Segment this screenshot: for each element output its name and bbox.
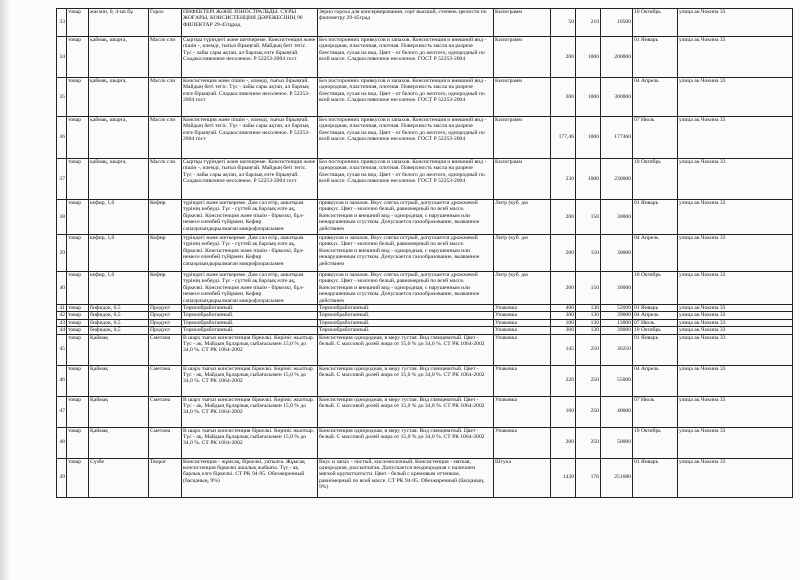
item-grade-cell: Горох [149, 9, 182, 37]
item-name-cell: қаймақ, шырға, [89, 159, 149, 200]
quantity-cell: 100 [551, 319, 576, 326]
item-type-cell: товар [67, 159, 89, 200]
unit-cell: Литр (куб. дм [494, 235, 551, 272]
item-grade-cell: Продукт [149, 305, 182, 312]
item-grade-cell: Продукт [149, 319, 182, 326]
item-grade-cell: Кефир [149, 235, 182, 272]
unit-cell: Упаковка [494, 319, 551, 326]
delivery-place-cell: улица ак.Чокина 33 [678, 159, 793, 200]
delivery-date-cell: 07 Июль [633, 117, 678, 159]
item-type-cell: товар [67, 319, 89, 326]
total-sum-cell: 10500 [601, 9, 633, 37]
delivery-date-cell: 10 Октябрь [633, 159, 678, 200]
item-name-cell: бифидок, 0,5 [89, 312, 149, 319]
unit-price-cell: 176 [576, 458, 601, 497]
table-row [57, 200, 793, 235]
unit-price-cell: 1000 [576, 37, 601, 78]
unit-cell: Литр (куб. дм [494, 200, 551, 235]
unit-cell: Упаковка [494, 365, 551, 396]
item-name-cell: жасмін, 0, 4-ші бұ [89, 9, 149, 37]
unit-price-cell: 1000 [576, 159, 601, 200]
item-name-cell: кефир, 1,0 [89, 200, 149, 235]
delivery-place-cell: улица ак.Чокина 33 [678, 319, 793, 326]
row-number-cell: 45 [57, 334, 67, 365]
unit-price-cell: 130 [576, 305, 601, 312]
delivery-date-cell: 07 Июль [633, 319, 678, 326]
delivery-place-cell: улица ак.Чокина 33 [678, 427, 793, 458]
row-number-cell: 47 [57, 396, 67, 427]
scan-edge-shadow [0, 0, 10, 580]
item-grade-cell: Сметана [149, 365, 182, 396]
delivery-place-cell: улица ак.Чокина 33 [678, 334, 793, 365]
item-type-cell: товар [67, 312, 89, 319]
quantity-cell: 1430 [551, 458, 576, 497]
row-number-cell: 35 [57, 78, 67, 117]
item-type-cell: товар [67, 272, 89, 305]
item-grade-cell: Сметана [149, 396, 182, 427]
quantity-cell: 230 [551, 159, 576, 200]
description-kz-cell: Консистенция - жұмсақ, біркелкі, уатылға. Жұмсақ консистенция біркелкі ашалық жабығы. Түс - ақ барлық елге біркелкі. СТ РК 94-95. Обезжиренный (басқаның, 9%) [182, 458, 318, 497]
table-row [57, 159, 793, 200]
item-type-cell: товар [67, 365, 89, 396]
item-grade-cell: Кефир [149, 272, 182, 305]
unit-price-cell: 130 [576, 319, 601, 326]
delivery-date-cell: 10 Октябрь [633, 427, 678, 458]
delivery-date-cell: 04 Апрель [633, 78, 678, 117]
quantity-cell: 160 [551, 396, 576, 427]
item-grade-cell: Продукт [149, 312, 182, 319]
description-ru-cell: Консистенция однородная, в меру густая. Вид глянцевитый. Цвет - белый. С массовой долей жира от 15,0 % до 34,0 %. СТ РК 1064-2002 [318, 427, 494, 458]
item-type-cell: товар [67, 9, 89, 37]
table-row [57, 365, 793, 396]
table-row [57, 319, 793, 326]
description-ru-cell: Без посторонних привкусов и запахов. Консистенция и внешний вид - однородная, пластичная, плотная. Поверхность масла на разрезе блестящая, сухая на вид. Цвет - от белого до желтого, однородный по всей массе. Сладкосливочное несоленое. ГОСТ Р 52253-2004 [318, 78, 494, 117]
table-row [57, 396, 793, 427]
delivery-date-cell: 10 Октябрь [633, 272, 678, 305]
table-row [57, 334, 793, 365]
unit-cell: Килограмм [494, 78, 551, 117]
unit-cell: Килограмм [494, 117, 551, 159]
item-name-cell: Қаймақ [89, 334, 149, 365]
unit-price-cell: 250 [576, 334, 601, 365]
row-number-cell: 44 [57, 327, 67, 334]
delivery-date-cell: 04 Апрель [633, 312, 678, 319]
total-sum-cell: 30000 [601, 200, 633, 235]
item-name-cell: Сүзбе [89, 458, 149, 497]
description-kz-cell: Сыртқы түріндегі және шеткереме. Консистенция және пішін -, илемді, тығыз бірыңғай. Майдың беті тегіс. Түс - лайы сары ақтан, ал барлық елге бірыңғай. Сладкосливочное несоленое. Р 52253-2004 гост [182, 159, 318, 200]
delivery-date-cell: 01 Январь [633, 458, 678, 497]
delivery-date-cell: 10 Октябрь [633, 327, 678, 334]
delivery-date-cell: 07 Июль [633, 396, 678, 427]
row-number-cell: 36 [57, 117, 67, 159]
item-grade-cell: Масло сли [149, 37, 182, 78]
description-ru-cell: Консистенция однородная, в меру густая. Вид глянцевитый. Цвет - белый. С массовой долей жира от 15,0 % до 34,0 %. СТ РК 1064-2002 [318, 365, 494, 396]
unit-price-cell: 1000 [576, 117, 601, 159]
quantity-cell: 400 [551, 305, 576, 312]
delivery-place-cell: улица ак.Чокина 33 [678, 37, 793, 78]
unit-price-cell: 150 [576, 272, 601, 305]
row-number-cell: 42 [57, 312, 67, 319]
total-sum-cell: 39000 [601, 312, 633, 319]
unit-price-cell: 150 [576, 200, 601, 235]
table-row [57, 327, 793, 334]
description-kz-cell: Сыртқы түріндегі және шеткереме. Консистенция және пішін -, илемді, тығыз бірыңғай. Майдың беті тегіс. Түс - лайы сары ақтан, ал барлық елге бірыңғай. Сладкосливочное несоленое. Р 52253-2004 гост [182, 37, 318, 78]
unit-price-cell: 250 [576, 427, 601, 458]
row-number-cell: 41 [57, 305, 67, 312]
unit-price-cell: 210 [576, 9, 601, 37]
row-number-cell: 46 [57, 365, 67, 396]
item-name-cell: бифидок, 0,5 [89, 327, 149, 334]
item-type-cell: товар [67, 427, 89, 458]
total-sum-cell: 39000 [601, 327, 633, 334]
quantity-cell: 300 [551, 312, 576, 319]
table-body [57, 9, 793, 498]
delivery-place-cell: улица ак.Чокина 33 [678, 312, 793, 319]
item-name-cell: бифидок, 0,5 [89, 319, 149, 326]
unit-price-cell: 130 [576, 312, 601, 319]
item-name-cell: Қаймақ [89, 396, 149, 427]
unit-cell: Упаковка [494, 334, 551, 365]
description-ru-cell: Без посторонних привкусов и запахов. Консистенция и внешний вид - однородная, пластичная, плотная. Поверхность масла на разрезе блестящая, сухая на вид. Цвет - от белого до желтого, однородный по всей массе. Сладкосливочное несоленое. ГОСТ Р 52253-2004 [318, 159, 494, 200]
unit-price-cell: 250 [576, 365, 601, 396]
item-name-cell: кефир, 1,0 [89, 235, 149, 272]
total-sum-cell: 40000 [601, 396, 633, 427]
row-number-cell: 34 [57, 37, 67, 78]
item-name-cell: қаймақ, шырға, [89, 37, 149, 78]
quantity-cell: 50 [551, 9, 576, 37]
row-number-cell: 40 [57, 272, 67, 305]
description-ru-cell: Консистенция однородная, в меру густая. Вид глянцевитый. Цвет - белый. С массовой долей жира от 15,0 % до 34,0 %. СТ РК 1064-2002 [318, 396, 494, 427]
total-sum-cell: 230000 [601, 159, 633, 200]
row-number-cell: 39 [57, 235, 67, 272]
delivery-place-cell: улица ак.Чокина 33 [678, 235, 793, 272]
total-sum-cell: 300000 [601, 78, 633, 117]
item-name-cell: қаймақ, шырға, [89, 78, 149, 117]
description-ru-cell: Без посторонних привкусов и запахов. Консистенция и внешний вид - однородная, пластичная, плотная. Поверхность масла на разрезе блестящая, сухая на вид. Цвет - от белого до желтого, однородный по всей массе. Сладкосливочное несоленое. ГОСТ Р 52253-2004 [318, 117, 494, 159]
total-sum-cell: 52000 [601, 305, 633, 312]
item-grade-cell: Продукт [149, 327, 182, 334]
delivery-date-cell: 10 Октябрь [633, 9, 678, 37]
total-sum-cell: 50000 [601, 427, 633, 458]
unit-cell: Упаковка [494, 305, 551, 312]
unit-cell: Килограмм [494, 159, 551, 200]
description-kz-cell: Термообработанный. [182, 312, 318, 319]
delivery-place-cell: улица ак.Чокина 33 [678, 327, 793, 334]
item-type-cell: товар [67, 78, 89, 117]
item-grade-cell: Масло сли [149, 159, 182, 200]
unit-cell: Килограмм [494, 9, 551, 37]
quantity-cell: 177,46 [551, 117, 576, 159]
delivery-place-cell: улица ак.Чокина 33 [678, 200, 793, 235]
item-grade-cell: Масло сли [149, 117, 182, 159]
item-grade-cell: Масло сли [149, 78, 182, 117]
item-name-cell: бифидок, 0,5 [89, 305, 149, 312]
table-row [57, 37, 793, 78]
description-ru-cell: Термообработанный. [318, 319, 494, 326]
item-type-cell: товар [67, 334, 89, 365]
quantity-cell: 200 [551, 235, 576, 272]
total-sum-cell: 30000 [601, 272, 633, 305]
delivery-date-cell: 04 Апрель [633, 235, 678, 272]
unit-cell: Упаковка [494, 312, 551, 319]
table-row [57, 458, 793, 497]
row-number-cell: 37 [57, 159, 67, 200]
description-kz-cell: Консистенция және пішін -, илемді, тығыз бірыңғай. Майдың беті тегіс. Түс - лайы сары ақтан, ал барлық елге бірыңғай. Сладкосливочное несоленое. Р 52253-2004 гост [182, 78, 318, 117]
description-kz-cell: В шарх тығыз консистенция біркелкі. Көрініс жылтыр. Түс - ақ. Майдың бұларлық сыбағасымен 15,0 % до 34,0 %. СТ РК 1064-2002 [182, 427, 318, 458]
item-grade-cell: Кефир [149, 200, 182, 235]
table-row [57, 235, 793, 272]
description-kz-cell: түріндегі және шеткереме. Дәм сал етір, ашытқым түрінің көбеуді. Түс - сүттей ақ барлық елге ақ, біркелкі. Консистенция және пішін - біркелкі, бұл- немесе еленбей түйірмен. Кефир сапаэрлындырылмаған микрофлорасымен [182, 272, 318, 305]
quantity-cell: 200 [551, 200, 576, 235]
item-name-cell: Қаймақ [89, 427, 149, 458]
quantity-cell: 300 [551, 327, 576, 334]
item-type-cell: товар [67, 396, 89, 427]
quantity-cell: 200 [551, 427, 576, 458]
description-kz-cell: Термообработанный. [182, 327, 318, 334]
description-ru-cell: Зерно гороха для консервирования, сорт высший, степень зрелости по филометру 29-45град [318, 9, 494, 37]
delivery-date-cell: 01 Январь [633, 305, 678, 312]
item-type-cell: товар [67, 200, 89, 235]
item-type-cell: товар [67, 37, 89, 78]
total-sum-cell: 36250 [601, 334, 633, 365]
row-number-cell: 48 [57, 427, 67, 458]
delivery-place-cell: улица ак.Чокина 33 [678, 396, 793, 427]
table-row [57, 78, 793, 117]
table-row [57, 305, 793, 312]
item-grade-cell: Сметана [149, 427, 182, 458]
item-name-cell: Қаймақ [89, 365, 149, 396]
item-name-cell: қаймақ, шырға, [89, 117, 149, 159]
total-sum-cell: 251680 [601, 458, 633, 497]
description-kz-cell: В шарх тығыз консистенция біркелкі. Көрініс жылтыр. Түс - ақ. Майдың бұларлық сыбағасымен 15,0 % до 34,0 %. СТ РК 1064-2002 [182, 396, 318, 427]
item-type-cell: товар [67, 117, 89, 159]
description-kz-cell: Консистенция және пішін -, илемді, тығыз бірыңғай. Майдың беті тегіс. Түс - лайы сары ақтан, ал барлық елге бірыңғай. Сладкосливочное несоленое. Р 52253-2004 гост [182, 117, 318, 159]
description-kz-cell: түріндегі және шеткереме. Дәм сал етір, ашытқым түрінің көбеуді. Түс - сүттей ақ барлық елге ақ, біркелкі. Консистенция және пішін - біркелкі, бұл- немесе еленбей түйірмен. Кефир сапаэрлындырылмаған микрофлорасымен [182, 200, 318, 235]
total-sum-cell: 55000 [601, 365, 633, 396]
total-sum-cell: 30000 [601, 235, 633, 272]
description-ru-cell: Термообработанный. [318, 327, 494, 334]
item-name-cell: кефир, 1,0 [89, 272, 149, 305]
delivery-date-cell: 01 Январь [633, 200, 678, 235]
total-sum-cell: 177460 [601, 117, 633, 159]
unit-cell: Килограмм [494, 37, 551, 78]
table-row [57, 427, 793, 458]
item-grade-cell: Сметана [149, 334, 182, 365]
unit-cell: Штука [494, 458, 551, 497]
description-kz-cell: В шарх тығыз консистенция біркелкі. Көрініс жылтыр. Түс - ақ. Майдың бұларлық сыбағасымен 15,0 % до 34,0 %. СТ РК 1064-2002 [182, 334, 318, 365]
table-row [57, 117, 793, 159]
delivery-date-cell: 01 Январь [633, 334, 678, 365]
unit-cell: Упаковка [494, 396, 551, 427]
description-ru-cell: Без посторонних привкусов и запахов. Консистенция и внешний вид - однородная, пластичная, плотная. Поверхность масла на разрезе блестящая, сухая на вид. Цвет - от белого до желтого, однородный по всей массе. Сладкосливочное несоленое. ГОСТ Р 52253-2004 [318, 37, 494, 78]
delivery-place-cell: улица ак.Чокина 33 [678, 272, 793, 305]
item-type-cell: товар [67, 305, 89, 312]
description-ru-cell: привкусов и запахов. Вкус слегка острый, допускается дрожжевой привкус. Цвет - молочно белый, равномерный по всей массе. Консистенция и внешний вид - однородная, с нарушенным или ненарушенным сгустком. Допускается газообразование, вызванное действием [318, 235, 494, 272]
description-kz-cell: Термообработанный. [182, 319, 318, 326]
quantity-cell: 200 [551, 272, 576, 305]
item-type-cell: товар [67, 235, 89, 272]
row-number-cell: 43 [57, 319, 67, 326]
table-row [57, 312, 793, 319]
description-ru-cell: Термообработанный. [318, 305, 494, 312]
item-grade-cell: Творог [149, 458, 182, 497]
row-number-cell: 38 [57, 200, 67, 235]
quantity-cell: 220 [551, 365, 576, 396]
unit-cell: Упаковка [494, 427, 551, 458]
row-number-cell: 33 [57, 9, 67, 37]
delivery-place-cell: улица ак.Чокина 33 [678, 365, 793, 396]
delivery-date-cell: 01 Январь [633, 37, 678, 78]
unit-cell: Литр (куб. дм [494, 272, 551, 305]
unit-price-cell: 250 [576, 396, 601, 427]
delivery-place-cell: улица ак.Чокина 33 [678, 78, 793, 117]
unit-price-cell: 1000 [576, 78, 601, 117]
description-kz-cell: В шарх тығыз консистенция біркелкі. Көрініс жылтыр. Түс - ақ. Майдың бұларлық сыбағасымен 15,0 % до 34,0 %. СТ РК 1064-2002 [182, 365, 318, 396]
quantity-cell: 145 [551, 334, 576, 365]
unit-price-cell: 130 [576, 327, 601, 334]
quantity-cell: 200 [551, 37, 576, 78]
total-sum-cell: 200000 [601, 37, 633, 78]
procurement-table [56, 8, 793, 498]
total-sum-cell: 13000 [601, 319, 633, 326]
table-row [57, 272, 793, 305]
row-number-cell: 49 [57, 458, 67, 497]
item-type-cell: товар [67, 458, 89, 497]
delivery-date-cell: 04 Апрель [633, 365, 678, 396]
item-type-cell: товар [67, 327, 89, 334]
delivery-place-cell: улица ак.Чокина 33 [678, 305, 793, 312]
description-kz-cell: Термообработанный. [182, 305, 318, 312]
description-ru-cell: Вкус и запах - чистый, кисломолочный. Консистенция - мягкая, однородная, рассыпчатая. Допускается неоднородная с наличием мягкой крупитчатости. Цвет - белый с кремовым оттенком, равномерный по всей массе. СТ РК 94-95. Обезжиренный (басқаның, 9%) [318, 458, 494, 497]
delivery-place-cell: улица ак.Чокина 33 [678, 9, 793, 37]
description-ru-cell: Термообработанный. [318, 312, 494, 319]
unit-price-cell: 150 [576, 235, 601, 272]
description-ru-cell: Консистенция однородная, в меру густая. Вид глянцевитый. Цвет - белый. С массовой долей жира от 15,0 % до 34,0 %. СТ РК 1064-2002 [318, 334, 494, 365]
delivery-place-cell: улица ак.Чокина 33 [678, 117, 793, 159]
unit-cell: Упаковка [494, 327, 551, 334]
description-ru-cell: привкусов и запахов. Вкус слегка острый, допускается дрожжевой привкус. Цвет - молочно белый, равномерный по всей массе. Консистенция и внешний вид - однородная, с нарушенным или ненарушенным сгустком. Допускается газообразование, вызванное действием [318, 200, 494, 235]
description-ru-cell: привкусов и запахов. Вкус слегка острый, допускается дрожжевой привкус. Цвет - молочно белый, равномерный по всей массе. Консистенция и внешний вид - однородная, с нарушенным или ненарушенным сгустком. Допускается газообразование, вызванное действием [318, 272, 494, 305]
delivery-place-cell: улица ак.Чокина 33 [678, 458, 793, 497]
description-kz-cell: түріндегі және шеткереме. Дәм сал етір, ашытқым түрінің көбеуді. Түс - сүттей ақ барлық елге ақ, біркелкі. Консистенция және пішін - біркелкі, бұл- немесе еленбей түйірмен. Кефир сапаэрлындырылмаған микрофлорасымен [182, 235, 318, 272]
description-kz-cell: ПИФЕКТЕРІ ЖӘНЕ ЗОНОСТРАЛЬДЫ. СҰРЫ ЖОҒАРЫ, КОНСИСТЕНЦИЯ ДӘРЕЖЕСІНІҢ 96 ФИЛЕКТАР 29-45тұрад [182, 9, 318, 37]
table-row [57, 9, 793, 37]
quantity-cell: 300 [551, 78, 576, 117]
